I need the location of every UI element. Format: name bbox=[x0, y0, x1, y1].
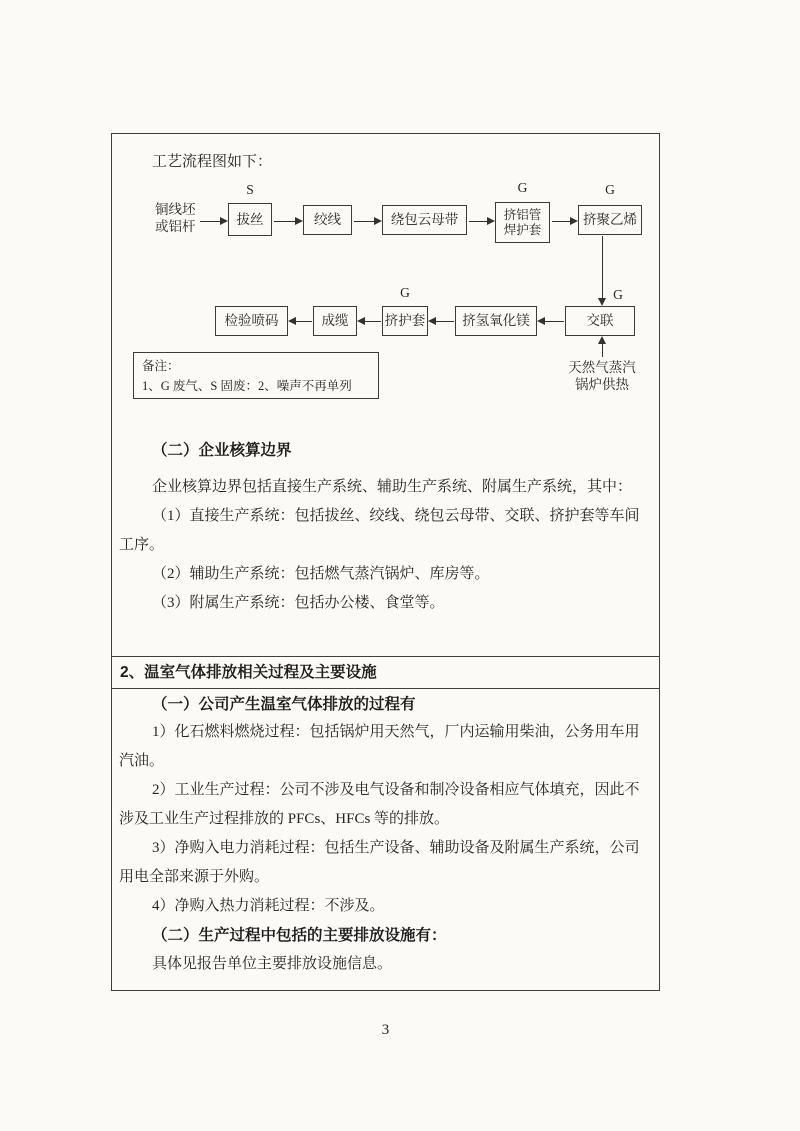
arrow-right-icon bbox=[274, 221, 301, 222]
arrow-right-icon bbox=[200, 221, 226, 222]
scan-speck-artifacts bbox=[0, 0, 2, 2]
arrow-left-icon bbox=[290, 321, 312, 322]
flow-source-line2: 或铝杆 bbox=[155, 219, 196, 234]
arrow-left-icon bbox=[430, 321, 454, 322]
section2-header: 2、温室气体排放相关过程及主要设施 bbox=[112, 656, 659, 689]
paragraph-facilities-note: 具体见报告单位主要排放设施信息。 bbox=[152, 956, 393, 972]
flow-step-inspection: 检验喷码 bbox=[215, 306, 288, 336]
flow-step-alu-sheath bbox=[495, 202, 550, 243]
section-ghg-processes bbox=[112, 689, 659, 989]
boiler-heat-label bbox=[542, 359, 659, 393]
paragraph-fossil-fuel: 1）化石燃料燃烧过程：包括锅炉用天然气，厂内运输用柴油，公务用车用汽油。 bbox=[119, 724, 640, 769]
paragraph-purchased-heat: 4）净购入热力消耗过程：不涉及。 bbox=[152, 898, 385, 914]
flow-source-label bbox=[155, 201, 207, 235]
heading-accounting-boundary: （二）企业核算边界 bbox=[152, 442, 292, 459]
arrow-right-icon bbox=[552, 221, 576, 222]
flow-step-alu-line1: 挤铝管 bbox=[503, 207, 542, 222]
flow-step-cabling: 成缆 bbox=[313, 306, 357, 336]
section-process-flow bbox=[112, 134, 659, 656]
flow-intro: 工艺流程图如下： bbox=[152, 154, 273, 170]
heading-emission-facilities: （二）生产过程中包括的主要排放设施有： bbox=[152, 927, 447, 944]
paragraph-industrial-process: 2）工业生产过程：公司不涉及电气设备和制冷设备相应气体填充，因此不涉及工业生产过程排放的 PFCs、HFCs 等的排放。 bbox=[119, 782, 640, 827]
page-number: 3 bbox=[381, 1022, 390, 1038]
arrow-right-icon bbox=[469, 221, 493, 222]
arrow-down-icon bbox=[602, 236, 603, 304]
tag-gas-pe: G bbox=[605, 182, 615, 197]
paragraph-boundary-intro: 企业核算边界包括直接生产系统、辅助生产系统、附属生产系统，其中： bbox=[152, 479, 633, 495]
flow-step-drawing: 拔丝 bbox=[228, 203, 272, 236]
paragraph-direct-system: （1）直接生产系统：包括拔丝、绞线、绕包云母带、交联、挤护套等车间工序。 bbox=[119, 508, 640, 553]
paragraph-purchased-electricity: 3）净购入电力消耗过程：包括生产设备、辅助设备及附属生产系统，公司用电全部来源于外购。 bbox=[119, 840, 640, 885]
tag-gas-alu: G bbox=[517, 180, 528, 195]
flow-step-pe-extrusion: 挤聚乙烯 bbox=[578, 205, 642, 235]
arrow-left-icon bbox=[539, 321, 564, 322]
content-table bbox=[111, 133, 660, 991]
flow-note-body: 1、G 废气、S 固废：2、噪声不再单列 bbox=[142, 379, 352, 393]
flow-step-mgoh-extrusion: 挤氢氧化镁 bbox=[455, 306, 537, 336]
flow-note-box bbox=[133, 352, 379, 399]
flow-step-mica-wrap: 绕包云母带 bbox=[382, 205, 467, 235]
boiler-label-line1: 天然气蒸汽 bbox=[568, 360, 636, 375]
flow-step-stranding: 绞线 bbox=[303, 205, 352, 235]
flow-note-title: 备注： bbox=[142, 359, 180, 373]
arrow-left-icon bbox=[359, 321, 381, 322]
paragraph-attached-system: （3）附属生产系统：包括办公楼、食堂等。 bbox=[152, 595, 445, 611]
arrow-up-icon bbox=[602, 338, 603, 357]
heading-ghg-processes: （一）公司产生温室气体排放的过程有 bbox=[152, 696, 416, 713]
flow-source-line1: 铜线坯 bbox=[155, 202, 196, 217]
process-flow-diagram bbox=[112, 173, 659, 407]
paragraph-auxiliary-system: （2）辅助生产系统：包括燃气蒸汽锅炉、库房等。 bbox=[152, 566, 490, 582]
flow-step-sheath-extrusion: 挤护套 bbox=[382, 306, 428, 336]
flow-step-alu-line2: 焊护套 bbox=[503, 222, 542, 237]
flow-step-crosslinking: 交联 bbox=[565, 306, 635, 336]
tag-gas-crosslink: G bbox=[613, 287, 623, 302]
tag-solid-waste: S bbox=[246, 182, 254, 197]
arrow-right-icon bbox=[354, 221, 380, 222]
boiler-label-line2: 锅炉供热 bbox=[575, 377, 629, 392]
tag-gas-sheath: G bbox=[400, 285, 410, 300]
